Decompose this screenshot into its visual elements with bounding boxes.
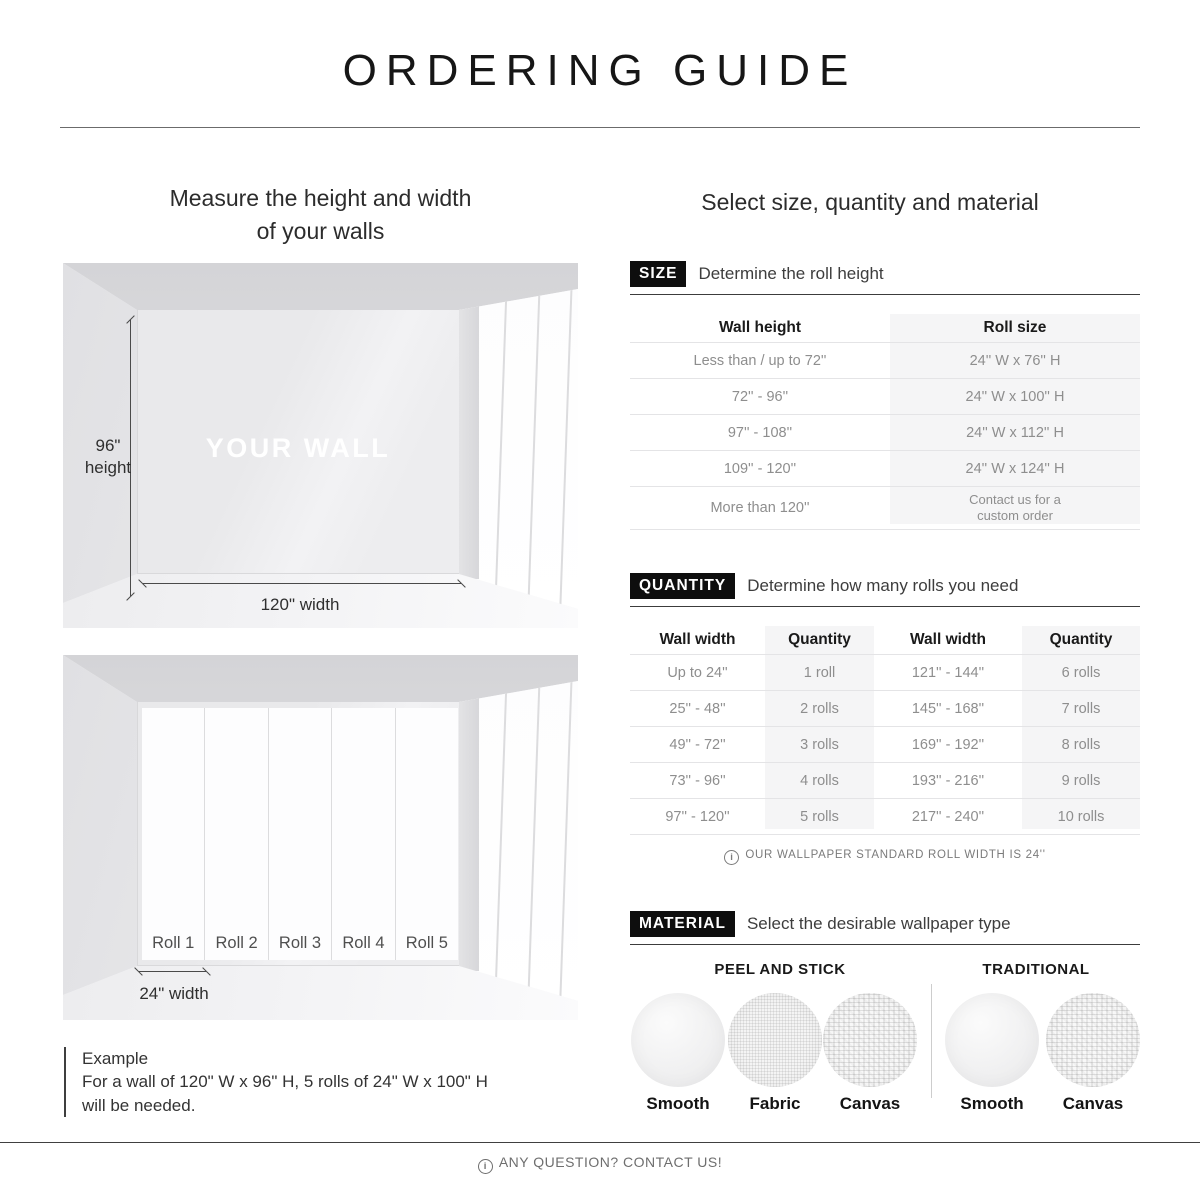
- quantity-column-header: Quantity: [1049, 631, 1113, 648]
- wall-width-cell: 49'' - 72'': [669, 736, 726, 753]
- example-line2: will be needed.: [82, 1095, 196, 1115]
- roll-panel-3: [269, 708, 332, 960]
- example-line1: For a wall of 120" W x 96" H, 5 rolls of 24" W x 100" H: [82, 1072, 488, 1092]
- height-word: height: [84, 458, 132, 478]
- quantity-cell: 7 rolls: [1061, 700, 1101, 717]
- wall-height-cell: 97'' - 108'': [727, 424, 793, 441]
- quantity-cell: 5 rolls: [800, 808, 839, 825]
- quantity-table-row: [630, 691, 1140, 727]
- window-mullion: [527, 655, 542, 1020]
- wall-width-cell: Up to 24'': [667, 664, 728, 681]
- quantity-chip: QUANTITY: [630, 573, 735, 599]
- quantity-cell: 3 rolls: [800, 736, 839, 753]
- size-table-row: [630, 379, 1140, 415]
- wall-width-cell: 121'' - 144'': [911, 664, 985, 681]
- quantity-cell: 1 roll: [803, 664, 836, 681]
- swatch-label: Fabric: [749, 1094, 801, 1113]
- quantity-cell: 2 rolls: [800, 700, 839, 717]
- wall-width-cell: 97'' - 120'': [665, 808, 730, 825]
- quantity-cell: 4 rolls: [800, 772, 839, 789]
- size-table-row: [630, 451, 1140, 487]
- window-mullion: [559, 655, 574, 1020]
- roll-size-cell: [890, 492, 1140, 525]
- roll-size-column-header: Roll size: [983, 319, 1047, 336]
- page-title: ORDERING GUIDE: [342, 46, 858, 95]
- window-mullion: [494, 655, 509, 1020]
- wall-height-cell: More than 120'': [710, 500, 810, 516]
- window-mullion: [559, 263, 574, 628]
- quantity-table-header: [630, 626, 1140, 655]
- material-swatch-canvas: [823, 993, 917, 1087]
- roll-size-cell: 24'' W x 100'' H: [965, 388, 1065, 405]
- wall-width-cell: 25'' - 48'': [669, 700, 726, 717]
- roll-width-note: [630, 849, 1140, 865]
- height-value: 96": [95, 436, 121, 455]
- material-swatch-smooth: [945, 993, 1039, 1087]
- example-note: [64, 1047, 582, 1117]
- measure-heading: [63, 182, 578, 247]
- quantity-section-header: [630, 573, 1140, 607]
- custom-order-line1: Contact us for a: [969, 491, 1061, 507]
- material-section-header: [630, 911, 1140, 945]
- wall-width-cell: 217'' - 240'': [911, 808, 985, 825]
- size-chip: SIZE: [630, 261, 686, 287]
- quantity-cell: 9 rolls: [1061, 772, 1101, 789]
- wall-width-cell: 193'' - 216'': [911, 772, 985, 789]
- material-swatch-canvas: [1046, 993, 1140, 1087]
- material-divider: [931, 984, 932, 1098]
- roll-panel-5: [396, 708, 458, 960]
- quantity-table-row: [630, 727, 1140, 763]
- wall-height-cell: 109'' - 120'': [723, 460, 797, 477]
- size-section-header: [630, 261, 1140, 295]
- size-table-header: [630, 314, 1140, 343]
- wallpaper-rolls: [142, 708, 458, 960]
- roll-width-dimension-line: [139, 971, 206, 972]
- roll-label: Roll 5: [405, 934, 448, 952]
- room-illustration-measure: [63, 263, 578, 628]
- custom-order-line2: custom order: [977, 508, 1053, 523]
- info-icon: i: [724, 850, 739, 865]
- window-mullion: [527, 263, 542, 628]
- wall-corner-seam: [137, 702, 138, 966]
- select-heading: Select size, quantity and material: [701, 189, 1039, 215]
- roll-panel-2: [205, 708, 268, 960]
- roll-label: Roll 1: [152, 934, 195, 952]
- material-group-traditional: TRADITIONAL: [982, 961, 1090, 978]
- quantity-cell: 6 rolls: [1061, 664, 1101, 681]
- room-illustration-rolls: [63, 655, 578, 1020]
- material-group-peel-and-stick: PEEL AND STICK: [714, 961, 846, 978]
- quantity-cell: 10 rolls: [1057, 808, 1105, 825]
- width-dimension-label: 120" width: [260, 595, 340, 614]
- material-swatch-smooth: [631, 993, 725, 1087]
- swatch-label: Canvas: [1062, 1094, 1124, 1113]
- wall-width-cell: 73'' - 96'': [669, 772, 726, 789]
- contact-note-text: ANY QUESTION? CONTACT US!: [498, 1154, 723, 1170]
- window-mullion: [494, 263, 509, 628]
- quantity-table-row: [630, 799, 1140, 835]
- width-dimension-line: [143, 583, 461, 584]
- quantity-table: [630, 626, 1140, 835]
- roll-size-cell: 24'' W x 112'' H: [966, 424, 1064, 441]
- material-chip: MATERIAL: [630, 911, 735, 937]
- contact-note: [0, 1154, 1200, 1174]
- size-table: [630, 314, 1140, 530]
- footer-divider: [0, 1142, 1200, 1143]
- roll-panel-1: [142, 708, 205, 960]
- roll-width-label: 24" width: [139, 984, 209, 1003]
- wall-width-cell: 145'' - 168'': [911, 700, 985, 717]
- window-frame-pillar: [459, 681, 479, 971]
- size-table-row: [630, 415, 1140, 451]
- size-subtitle: Determine the roll height: [698, 264, 884, 283]
- height-dimension-label: [66, 435, 150, 479]
- quantity-table-row: [630, 655, 1140, 691]
- size-table-row: [630, 487, 1140, 530]
- roll-label: Roll 4: [342, 934, 385, 952]
- roll-panel-4: [332, 708, 395, 960]
- quantity-table-row: [630, 763, 1140, 799]
- wall-height-cell: Less than / up to 72'': [693, 352, 827, 369]
- window-frame-pillar: [459, 289, 479, 579]
- swatch-label: Canvas: [839, 1094, 901, 1113]
- swatch-label: Smooth: [646, 1094, 710, 1113]
- info-icon: i: [478, 1159, 493, 1174]
- your-wall-label: YOUR WALL: [205, 433, 391, 463]
- material-subtitle: Select the desirable wallpaper type: [746, 914, 1011, 933]
- wall-width-cell: 169'' - 192'': [911, 736, 985, 753]
- quantity-subtitle: Determine how many rolls you need: [747, 576, 1019, 595]
- measure-heading-line1: Measure the height and width: [169, 185, 472, 211]
- wall-height-column-header: Wall height: [718, 319, 802, 336]
- quantity-cell: 8 rolls: [1061, 736, 1101, 753]
- quantity-column-header: Quantity: [788, 631, 851, 648]
- example-heading: Example: [82, 1049, 149, 1068]
- roll-label: Roll 2: [215, 934, 258, 952]
- wall-height-cell: 72'' - 96'': [731, 388, 789, 405]
- material-swatch-fabric: [728, 993, 822, 1087]
- roll-label: Roll 3: [278, 934, 322, 952]
- roll-width-note-text: OUR WALLPAPER STANDARD ROLL WIDTH IS 24'': [745, 849, 1046, 861]
- swatch-label: Smooth: [960, 1094, 1024, 1113]
- wall-width-column-header: Wall width: [659, 631, 736, 648]
- measure-heading-line2: of your walls: [256, 217, 385, 244]
- roll-size-cell: 24'' W x 76'' H: [969, 352, 1061, 369]
- roll-size-cell: 24'' W x 124'' H: [965, 460, 1065, 477]
- title-divider: [60, 127, 1140, 128]
- wall-width-column-header: Wall width: [909, 631, 987, 648]
- size-table-row: [630, 343, 1140, 379]
